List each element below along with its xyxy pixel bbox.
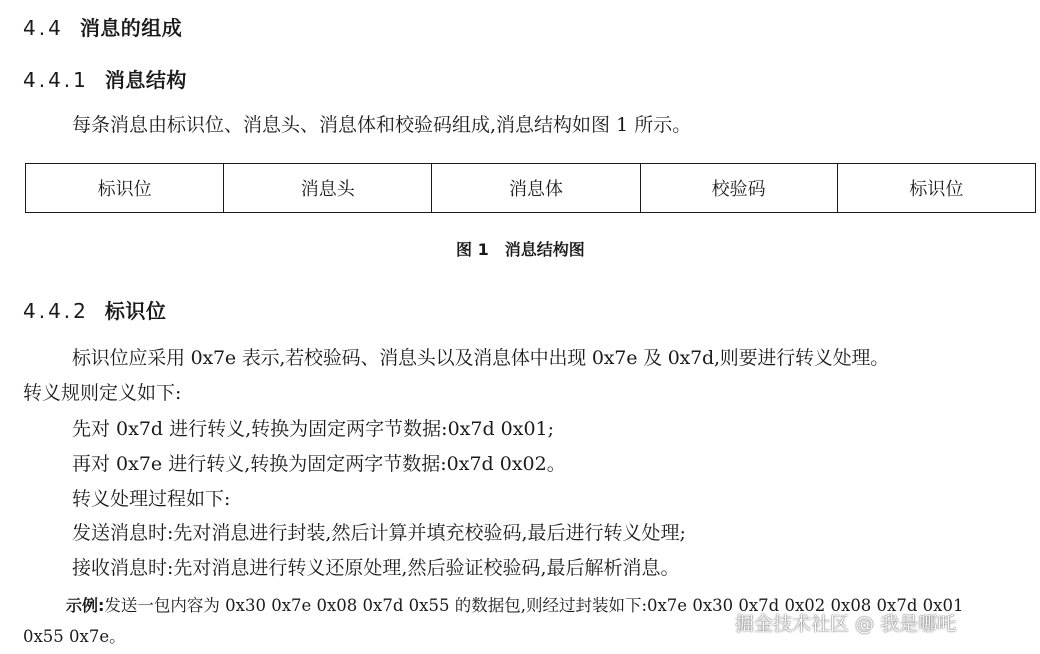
section-title: 消息的组成	[79, 16, 183, 40]
example-text: 发送一包内容为 0x30 0x7e 0x08 0x7d 0x55 的数据包,则经过封装如下:0x7e 0x30 0x7d 0x02 0x08 0x7d 0x01	[104, 596, 964, 615]
flag-paragraph-line-2: 转义规则定义如下:	[23, 382, 182, 404]
message-structure-paragraph: 每条消息由标识位、消息头、消息体和校验码组成,消息结构如图 1 所示。	[72, 114, 692, 136]
example-line-2: 0x55 0x7e。	[23, 627, 126, 646]
table-cell-checksum: 校验码	[640, 164, 837, 213]
escape-rule-1: 先对 0x7d 进行转义,转换为固定两字节数据:0x7d 0x01;	[72, 418, 555, 440]
subsection-number: 4.4.1	[23, 68, 89, 92]
subsection-title: 消息结构	[104, 68, 187, 92]
receive-process: 接收消息时:先对消息进行转义还原处理,然后验证校验码,最后解析消息。	[72, 557, 680, 579]
escape-rule-2: 再对 0x7e 进行转义,转换为固定两字节数据:0x7d 0x02。	[72, 453, 566, 475]
flag-paragraph-line-1: 标识位应采用 0x7e 表示,若校验码、消息头以及消息体中出现 0x7e 及 0x7d,则要进行转义处理。	[72, 347, 890, 369]
subsection-heading-flag	[23, 295, 166, 324]
table-cell-body: 消息体	[432, 164, 640, 213]
table-cell-header: 消息头	[224, 164, 432, 213]
subsection-heading-message-structure	[23, 64, 187, 93]
section-heading	[23, 12, 182, 41]
message-structure-table	[25, 163, 1036, 213]
table-cell-flag-start: 标识位	[26, 164, 224, 213]
example-label: 示例:	[66, 596, 105, 615]
escape-process-intro: 转义处理过程如下:	[72, 488, 231, 510]
send-process: 发送消息时:先对消息进行封装,然后计算并填充校验码,最后进行转义处理;	[72, 522, 686, 544]
watermark: 掘金技术社区 @ 我是哪吒	[735, 613, 957, 635]
subsection-number: 4.4.2	[23, 299, 89, 323]
table-cell-flag-end: 标识位	[837, 164, 1035, 213]
section-number: 4.4	[23, 16, 64, 40]
figure-caption: 图 1 消息结构图	[456, 240, 585, 259]
subsection-title: 标识位	[104, 299, 167, 323]
